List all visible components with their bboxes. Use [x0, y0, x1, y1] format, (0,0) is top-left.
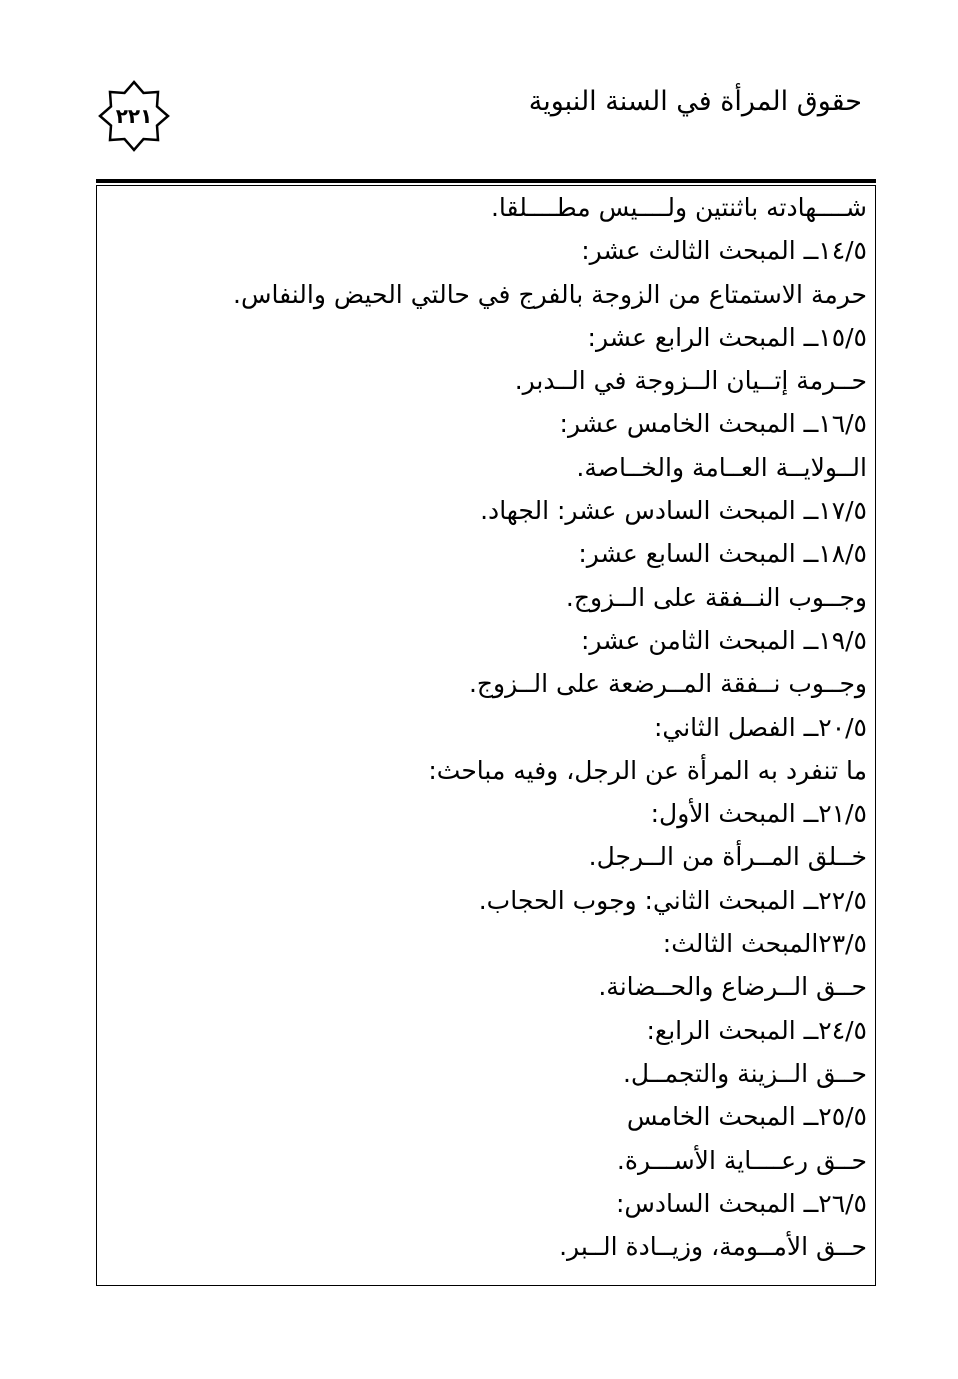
toc-line: ٢٥/٥ــ المبحث الخامس [626, 1102, 867, 1132]
toc-line: حــق الأمــومة، وزيــادة الــبر. [559, 1232, 867, 1262]
toc-line: ١٥/٥ــ المبحث الرابع عشر: [587, 322, 867, 352]
content-frame [96, 185, 876, 1286]
toc-line: ١٩/٥ــ المبحث الثامن عشر: [580, 625, 867, 655]
toc-line: حــرمة إتــيان الــزوجة في الــدبر. [514, 366, 867, 396]
toc-line: الــولايــة العــامة والخــاصة. [576, 452, 867, 482]
toc-line: وجــوب نــفقة المــرضعة على الــزوج. [468, 669, 867, 699]
toc-line: ٢٦/٥ــ المبحث السادس: [615, 1188, 867, 1218]
toc-line: ما تنفرد به المرأة عن الرجل، وفيه مباحث: [428, 755, 867, 785]
toc-line: حــق الــرضاع والحــضانة. [598, 972, 867, 1002]
toc-line: ٢٤/٥ــ المبحث الرابع: [646, 1015, 867, 1045]
toc-line: ١٦/٥ــ المبحث الخامس عشر: [559, 409, 867, 439]
toc-line: ٢٢/٥ــ المبحث الثاني: وجوب الحجاب. [478, 885, 867, 915]
page-number: ٢٢١ [115, 104, 153, 128]
page-number-badge [98, 80, 170, 152]
toc-line: ١٨/٥ــ المبحث السابع عشر: [578, 539, 867, 569]
toc-line: حــق الــزينة والتجمــل. [622, 1058, 867, 1088]
toc-line: شــــهادته باثنتين ولــــيس مطــــلقا. [490, 193, 867, 222]
header-rule [96, 179, 876, 183]
toc-line: حرمة الاستمتاع من الزوجة بالفرج في حالتي الحيض والنفاس. [233, 279, 867, 309]
toc-content [107, 186, 867, 1268]
toc-line: ٢٠/٥ــ الفصل الثاني: [653, 712, 867, 742]
toc-line: خــلق المــرأة من الــرجل. [588, 842, 867, 872]
toc-line: وجــوب النــفقة على الــزوج. [565, 582, 867, 612]
toc-line: ٢١/٥ــ المبحث الأول: [650, 799, 867, 829]
toc-line: ١٧/٥ــ المبحث السادس عشر: الجهاد. [480, 496, 867, 526]
toc-line: ١٤/٥ــ المبحث الثالث عشر: [581, 236, 867, 266]
toc-line: ٢٣/٥المبحث الثالث: [662, 929, 867, 959]
running-header-title: حقوق المرأة في السنة النبوية [528, 86, 862, 117]
toc-line: حــق رعــــاية الأســـرة. [616, 1145, 867, 1175]
